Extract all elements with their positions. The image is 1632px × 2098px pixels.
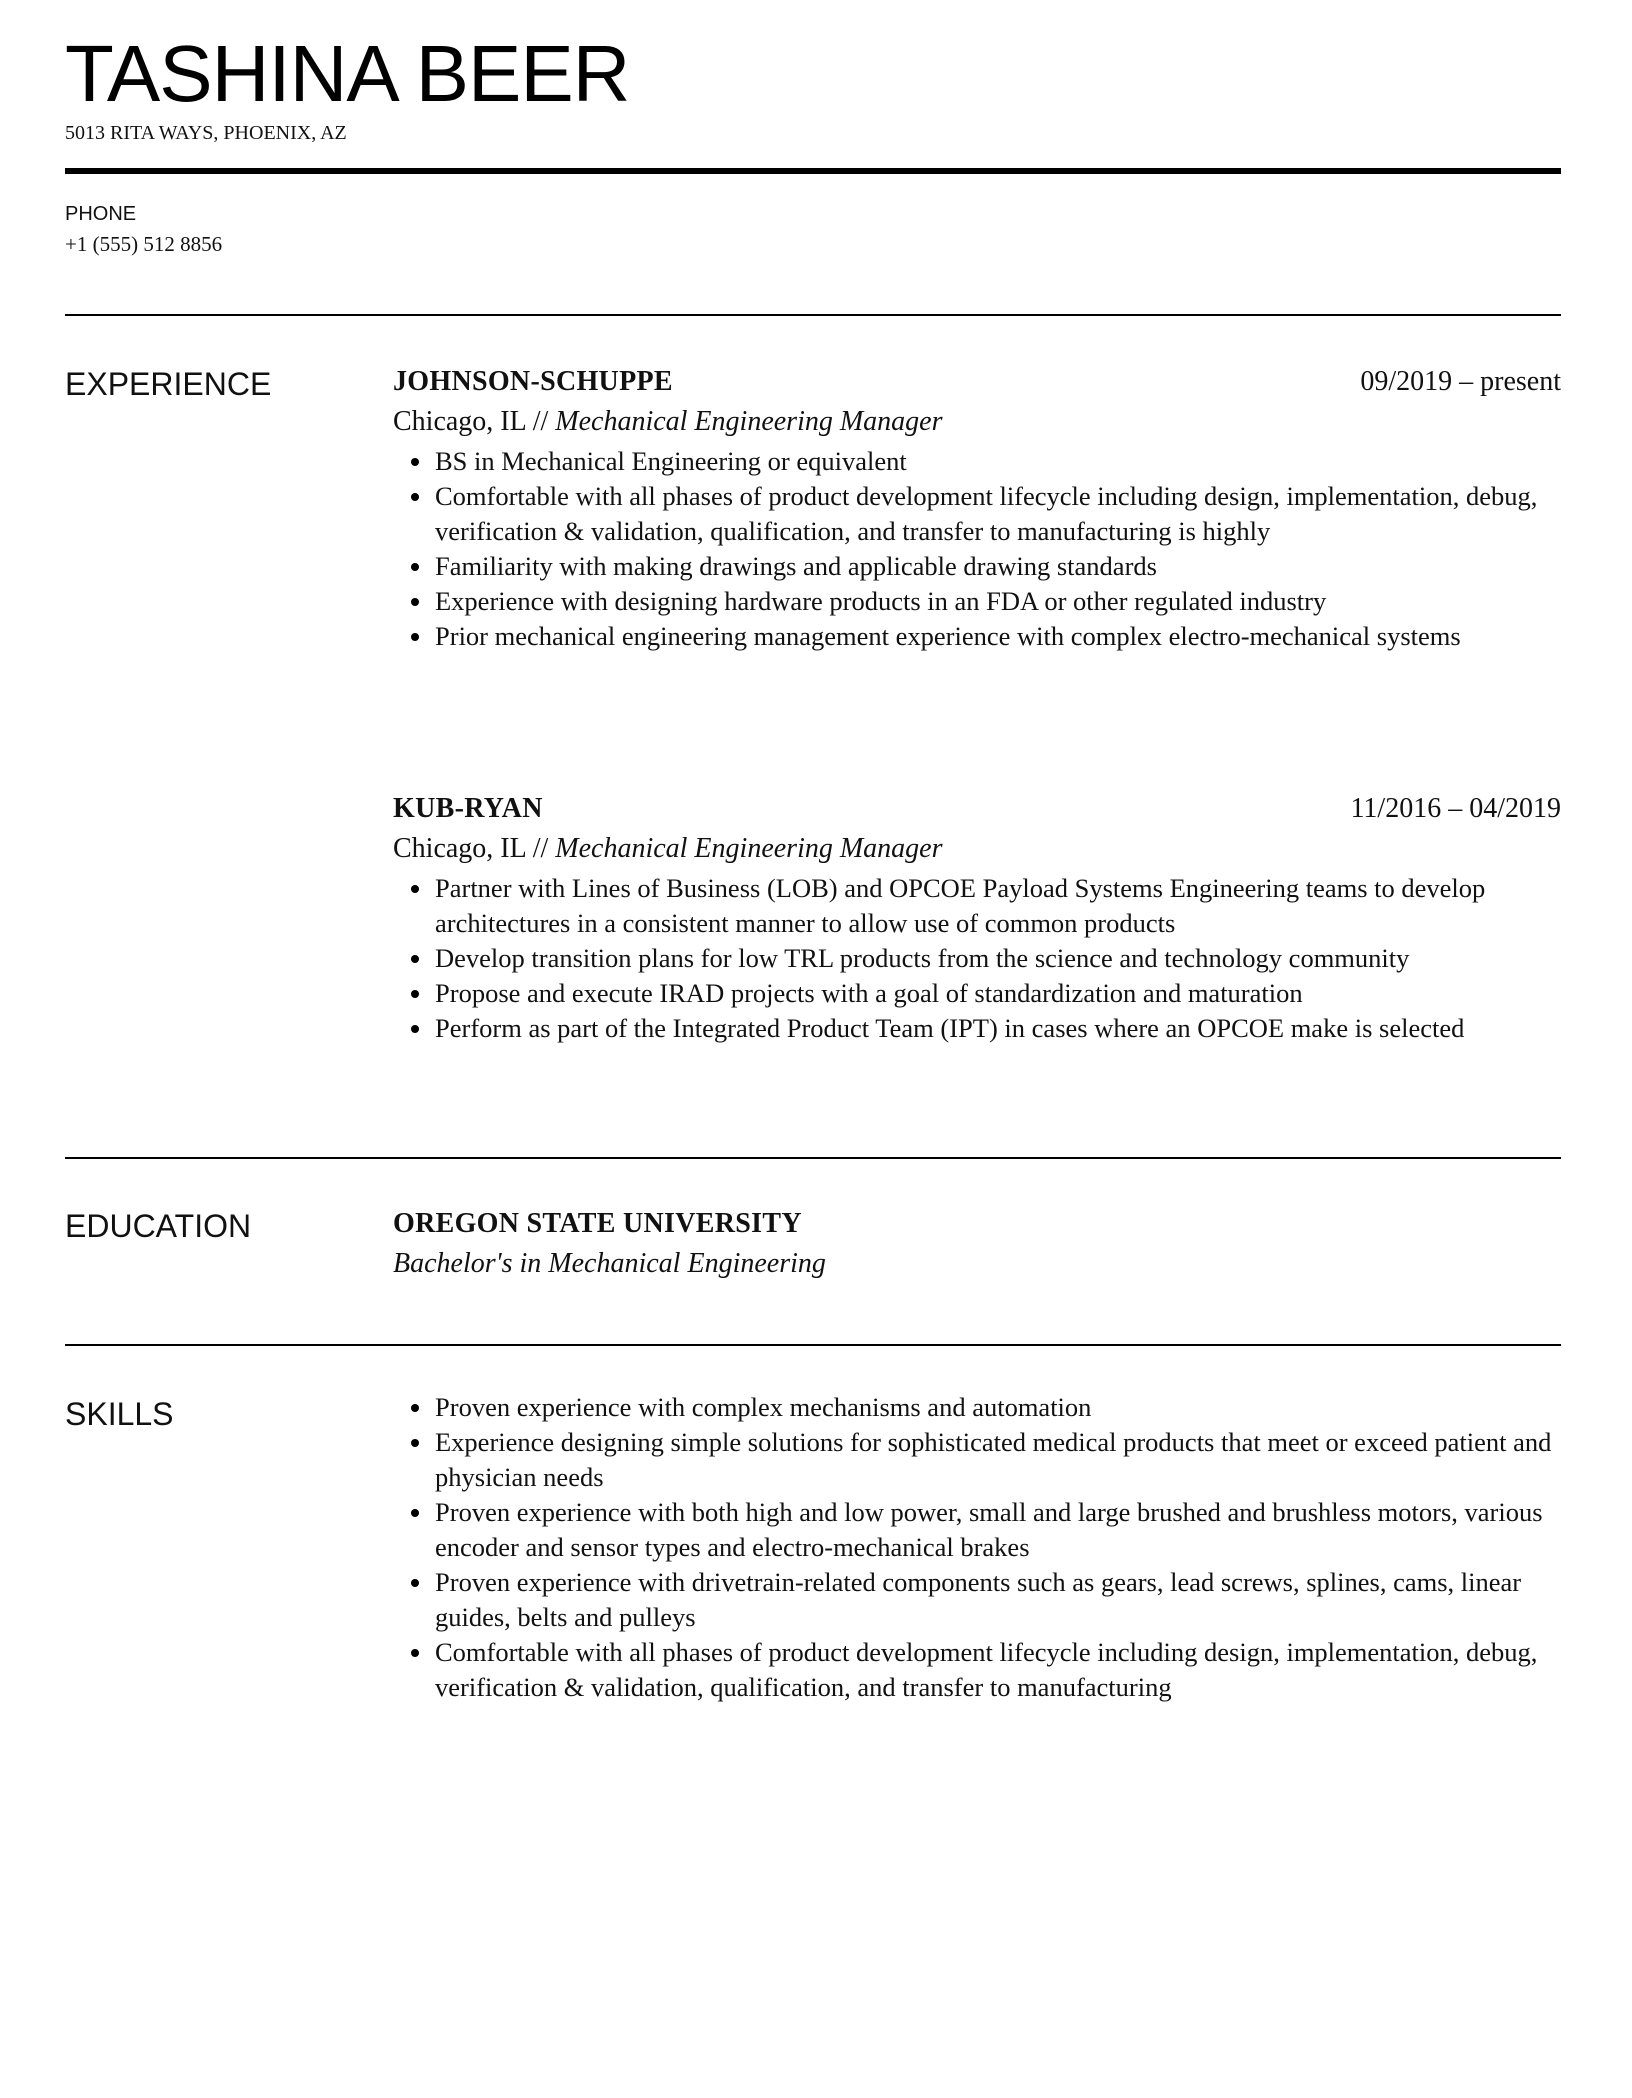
skill-item: Proven experience with drivetrain-related components such as gears, lead screws, splines, cams, linear guides, belts and pulleys (393, 1565, 1561, 1635)
skills-entry (393, 1390, 1561, 1705)
header-divider (65, 168, 1561, 174)
skill-item: Proven experience with complex mechanisms and automation (393, 1390, 1561, 1425)
skills-heading: SKILLS (65, 1396, 174, 1432)
job-bullet: Propose and execute IRAD projects with a goal of standardization and maturation (393, 976, 1561, 1011)
job-dates: 09/2019 – present (1360, 366, 1561, 397)
experience-heading: EXPERIENCE (65, 366, 272, 402)
job-dates: 11/2016 – 04/2019 (1350, 793, 1561, 824)
job-bullet: Partner with Lines of Business (LOB) and OPCOE Payload Systems Engineering teams to develop architectures in a consistent manner to allow use of common products (393, 871, 1561, 941)
company-name: JOHNSON-SCHUPPE (393, 366, 673, 397)
job-bullet-list (393, 871, 1561, 1046)
job-subline (393, 402, 1561, 442)
job-location: Chicago, IL (393, 833, 526, 864)
candidate-name: TASHINA BEER (65, 29, 630, 118)
education-entry (393, 1204, 1561, 1284)
address: 5013 RITA WAYS, PHOENIX, AZ (65, 122, 347, 144)
job-bullet: Comfortable with all phases of product development lifecycle including design, implementation, debug, verification & validation, qualification, and transfer to manufacturing is highly (393, 479, 1561, 549)
job-title: Mechanical Engineering Manager (555, 406, 943, 437)
section-divider (65, 1157, 1561, 1159)
degree: Bachelor's in Mechanical Engineering (393, 1248, 826, 1279)
skills-list (393, 1390, 1561, 1705)
skill-item: Experience designing simple solutions for sophisticated medical products that meet or exceed patient and physician needs (393, 1425, 1561, 1495)
job-bullet: Prior mechanical engineering management experience with complex electro-mechanical systems (393, 619, 1561, 654)
skill-item: Proven experience with both high and low power, small and large brushed and brushless motors, various encoder and sensor types and electro-mechanical brakes (393, 1495, 1561, 1565)
skill-item: Comfortable with all phases of product development lifecycle including design, implementation, debug, verification & validation, qualification, and transfer to manufacturing (393, 1635, 1561, 1705)
subline-separator: // (525, 833, 556, 864)
job-bullet: Perform as part of the Integrated Product Team (IPT) in cases where an OPCOE make is selected (393, 1011, 1561, 1046)
job-entry (393, 789, 1561, 1046)
job-bullet: Familiarity with making drawings and applicable drawing standards (393, 549, 1561, 584)
phone-number: +1 (555) 512 8856 (65, 232, 223, 256)
subline-separator: // (525, 406, 556, 437)
job-bullet: Experience with designing hardware products in an FDA or other regulated industry (393, 584, 1561, 619)
job-bullet: Develop transition plans for low TRL products from the science and technology community (393, 941, 1561, 976)
job-bullet: BS in Mechanical Engineering or equivalent (393, 444, 1561, 479)
company-name: KUB-RYAN (393, 793, 543, 824)
section-divider (65, 1344, 1561, 1346)
job-bullet-list (393, 444, 1561, 654)
section-divider (65, 314, 1561, 316)
phone-label: PHONE (65, 203, 137, 225)
job-subline (393, 829, 1561, 869)
education-heading: EDUCATION (65, 1208, 252, 1244)
school-name: OREGON STATE UNIVERSITY (393, 1208, 802, 1239)
job-title: Mechanical Engineering Manager (555, 833, 943, 864)
job-entry (393, 362, 1561, 654)
job-location: Chicago, IL (393, 406, 526, 437)
